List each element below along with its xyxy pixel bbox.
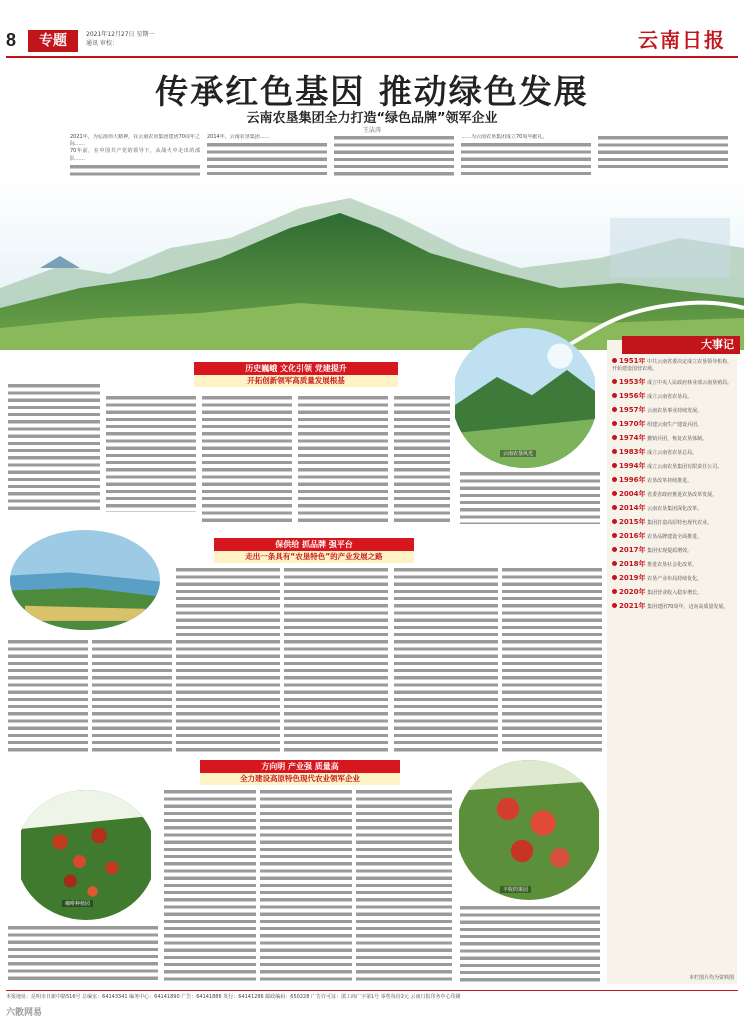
section-banner-2 <box>214 538 414 563</box>
photo-caption: 云南农垦风光 <box>500 450 536 457</box>
event-year: 1970年 <box>619 420 646 428</box>
chronicle-event <box>612 575 734 583</box>
event-bullet-icon <box>612 561 617 566</box>
event-text: 集团实现提质增效。 <box>647 548 693 554</box>
body-column <box>502 566 602 754</box>
lead-column-1: 2021年，为弘扬伟大精神，在云南农垦集团建团70周年之际…… 70年前，在中国共产党的领导下，从战火中走出的部队…… <box>70 134 200 190</box>
chronicle-event <box>612 547 734 555</box>
event-year: 1994年 <box>619 462 646 470</box>
event-year: 2015年 <box>619 518 646 526</box>
event-bullet-icon <box>612 519 617 524</box>
section-band: 历史巍峨 文化引领 党建提升 <box>194 362 398 375</box>
event-text: 成立云南省农垦总局。 <box>647 450 698 456</box>
event-text: 集团打造高原特色现代农业。 <box>647 520 713 526</box>
event-text: 成立中央人民政府林业部云南垦殖局。 <box>647 380 733 386</box>
chronicle-event <box>612 421 734 429</box>
event-bullet-icon <box>612 533 617 538</box>
chronicle-event <box>612 435 734 443</box>
photo-illustration <box>456 760 602 900</box>
body-column <box>460 904 600 984</box>
round-photo-1 <box>452 328 598 468</box>
chronicle-note: 本栏图片均为资料图 <box>688 975 734 981</box>
photo-illustration <box>452 328 598 468</box>
event-text: 农垦品牌建设全面推进。 <box>647 534 703 540</box>
body-column <box>260 788 352 984</box>
section-band: 方向明 产业强 质量高 <box>200 760 400 773</box>
event-text: 省委省政府推进农垦改革发展。 <box>647 492 718 498</box>
event-bullet-icon <box>612 407 617 412</box>
chronicle-list <box>612 358 734 972</box>
event-text: 组建云南生产建设兵团。 <box>647 422 703 428</box>
chronicle-event <box>612 407 734 415</box>
event-bullet-icon <box>612 358 617 363</box>
event-bullet-icon <box>612 547 617 552</box>
body-column <box>356 788 452 984</box>
hero-landscape-image <box>0 178 744 350</box>
round-photo-4 <box>456 760 602 900</box>
body-column <box>92 638 172 754</box>
body-column <box>8 382 100 512</box>
body-column <box>176 566 280 754</box>
chronicle-event <box>612 491 734 499</box>
section-banner-3 <box>200 760 400 785</box>
chronicle-title: 大事记 <box>622 336 740 354</box>
event-bullet-icon <box>612 589 617 594</box>
event-year: 1956年 <box>619 392 646 400</box>
event-bullet-icon <box>612 575 617 580</box>
event-year: 2018年 <box>619 560 646 568</box>
chronicle-event <box>612 603 734 611</box>
lead-column-2: 2014年，云南农垦集团…… <box>207 134 327 190</box>
event-bullet-icon <box>612 379 617 384</box>
event-year: 2014年 <box>619 504 646 512</box>
event-year: 2017年 <box>619 546 646 554</box>
event-bullet-icon <box>612 393 617 398</box>
chronicle-event <box>612 519 734 527</box>
event-text: 云南农垦集团深化改革。 <box>647 506 703 512</box>
round-photo-2 <box>10 530 160 630</box>
event-bullet-icon <box>612 603 617 608</box>
chronicle-event <box>612 393 734 401</box>
event-text: 成立云南省农垦局。 <box>647 394 693 400</box>
chronicle-event <box>612 561 734 569</box>
event-bullet-icon <box>612 421 617 426</box>
event-year: 2019年 <box>619 574 646 582</box>
chronicle-event <box>612 589 734 597</box>
event-year: 1974年 <box>619 434 646 442</box>
page-header <box>0 0 744 62</box>
event-text: 云南农垦事业持续发展。 <box>647 408 703 414</box>
event-year: 1953年 <box>619 378 646 386</box>
watermark: 六散网易 <box>6 1008 43 1018</box>
chronicle-event <box>612 533 734 541</box>
editor-line: 通讯 审校： <box>86 40 118 47</box>
event-text: 集团建团70周年，迈向高质量发展。 <box>647 604 729 610</box>
event-bullet-icon <box>612 477 617 482</box>
chronicle-event <box>612 379 734 387</box>
event-year: 1996年 <box>619 476 646 484</box>
section-band: 保供给 抓品牌 强平台 <box>214 538 414 551</box>
page-footer: 本报地址：昆明市日新中路516号 总编室：64143341 编务中心：64141890 广告：64141886 发行：64141286 邮政编码：650228 广告许可证：滇工商广字第1号 零售每份2元 云南日报印务中心印刷 <box>6 990 738 1005</box>
photo-caption: 咖啡种植园 <box>62 900 93 907</box>
body-column <box>106 394 196 512</box>
header-rule <box>6 56 738 58</box>
body-column <box>298 394 388 524</box>
event-bullet-icon <box>612 491 617 496</box>
event-year: 2004年 <box>619 490 646 498</box>
article-subtitle: 云南农垦集团全力打造“绿色品牌”领军企业 <box>246 111 498 126</box>
body-column <box>394 394 450 524</box>
event-year: 1983年 <box>619 448 646 456</box>
body-column <box>394 566 498 754</box>
lead-column-5 <box>598 134 728 170</box>
body-column <box>202 394 292 524</box>
chronicle-event <box>612 463 734 471</box>
event-text: 农垦改革持续推进。 <box>647 478 693 484</box>
event-text: 撤销兵团，恢复农垦体制。 <box>647 436 708 442</box>
body-column <box>284 566 388 754</box>
event-year: 2020年 <box>619 588 646 596</box>
event-bullet-icon <box>612 463 617 468</box>
body-column <box>460 470 600 524</box>
section-subtitle: 全力建设高原特色现代农业领军企业 <box>200 773 400 785</box>
date-line: 2021年12月27日 星期一 <box>86 31 155 38</box>
article-author: 王洁涛 <box>362 127 381 134</box>
event-text: 中共云南省委决定成立农垦领导机构，开始建设国营农场。 <box>612 359 733 372</box>
body-column <box>164 788 256 984</box>
event-text: 成立云南农垦集团有限责任公司。 <box>647 464 723 470</box>
landscape-illustration <box>0 178 744 350</box>
body-column <box>8 638 88 754</box>
event-year: 1957年 <box>619 406 646 414</box>
event-text: 集团营业收入稳步增长。 <box>647 590 703 596</box>
masthead-logo: 云南日报 <box>638 28 726 52</box>
photo-illustration <box>10 530 160 630</box>
event-text: 推进农垦社会化改革。 <box>647 562 698 568</box>
event-year: 2021年 <box>619 602 646 610</box>
event-bullet-icon <box>612 449 617 454</box>
event-bullet-icon <box>612 505 617 510</box>
section-subtitle: 开拓创新领军高质量发展根基 <box>194 375 398 387</box>
section-subtitle: 走出一条具有“农垦特色”的产业发展之路 <box>214 551 414 563</box>
section-banner-1 <box>194 362 398 387</box>
body-column <box>8 924 158 982</box>
chronicle-event <box>612 358 734 373</box>
event-year: 2016年 <box>619 532 646 540</box>
chronicle-event <box>612 449 734 457</box>
chronicle-event <box>612 477 734 485</box>
section-tag: 专题 <box>28 30 78 52</box>
event-bullet-icon <box>612 435 617 440</box>
page-number: 8 <box>6 30 17 50</box>
article-title: 传承红色基因 推动绿色发展 <box>155 72 589 111</box>
lead-column-4: ……为云南农垦集团成立70周年献礼。 <box>461 134 591 190</box>
event-year: 1951年 <box>619 358 646 365</box>
header-meta <box>86 30 154 48</box>
event-text: 农垦产业布局持续优化。 <box>647 576 703 582</box>
chronicle-event <box>612 505 734 513</box>
photo-caption: 丰收的果园 <box>500 886 531 893</box>
